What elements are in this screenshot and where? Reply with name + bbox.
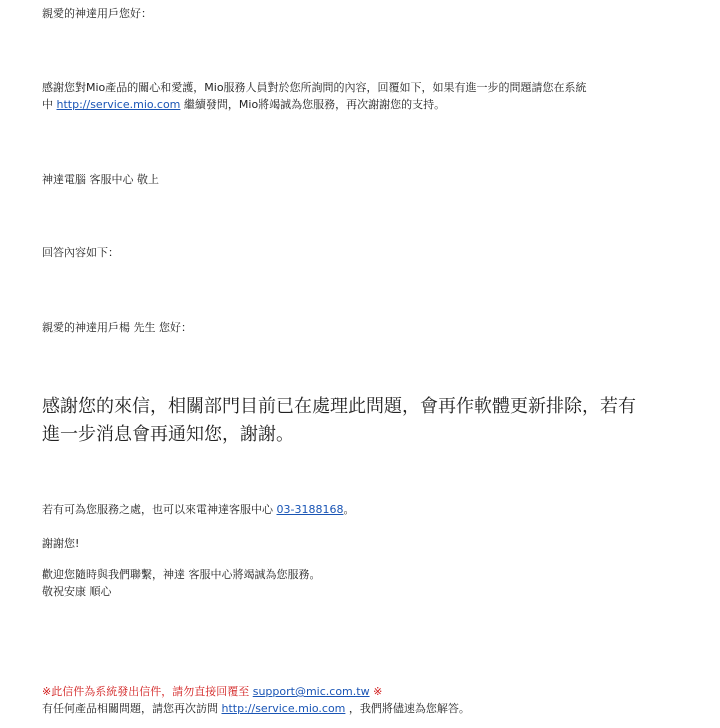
intro-line-1: 感謝您對Mio產品的關心和愛護，Mio服務人員對於您所詢問的內容，回覆如下，如果有進一步的問題請您在系統: [42, 81, 587, 94]
contact-line: [42, 502, 354, 518]
greeting-text: 親愛的神達用戶您好：: [42, 7, 152, 20]
footer-service-link[interactable]: http://service.mio.com: [221, 702, 346, 715]
contact-suffix: 。: [343, 503, 355, 516]
visit-suffix: ，我們將儘速為您解答。: [345, 702, 470, 715]
customer-greeting: 親愛的神達用戶楊 先生 您好：: [42, 321, 192, 334]
signature-text: 神達電腦 客服中心 敬上: [42, 173, 159, 186]
intro-line-2-prefix: 中: [42, 98, 57, 111]
phone-link[interactable]: 03-3188168: [276, 503, 344, 516]
intro-line-2: [42, 97, 445, 113]
visit-prefix: 有任何產品相關問題，請您再次訪問: [42, 702, 222, 715]
visit-line: [42, 701, 470, 717]
thanks-text: 謝謝您!: [42, 537, 80, 550]
notice-suffix: ※: [369, 685, 383, 698]
reply-line-1: 感謝您的來信，相關部門目前已在處理此問題，會再作軟體更新排除，若有: [42, 396, 636, 417]
closing-line-1: 歡迎您隨時與我們聯繫，神達 客服中心將竭誠為您服務。: [42, 568, 321, 581]
answer-label: 回答內容如下：: [42, 246, 119, 259]
notice-prefix: ※此信件為系統發出信件，請勿直接回覆至: [42, 685, 253, 698]
service-link[interactable]: http://service.mio.com: [56, 98, 181, 111]
contact-prefix: 若有可為您服務之處，也可以來電神達客服中心: [42, 503, 277, 516]
reply-line-2: 進一步消息會再通知您，謝謝。: [42, 424, 294, 445]
system-notice: [42, 684, 382, 700]
intro-line-2-suffix: 繼續發問，Mio將竭誠為您服務，再次謝謝您的支持。: [180, 98, 446, 111]
closing-line-2: 敬祝安康 順心: [42, 585, 112, 598]
support-email-link[interactable]: support@mic.com.tw: [252, 685, 370, 698]
